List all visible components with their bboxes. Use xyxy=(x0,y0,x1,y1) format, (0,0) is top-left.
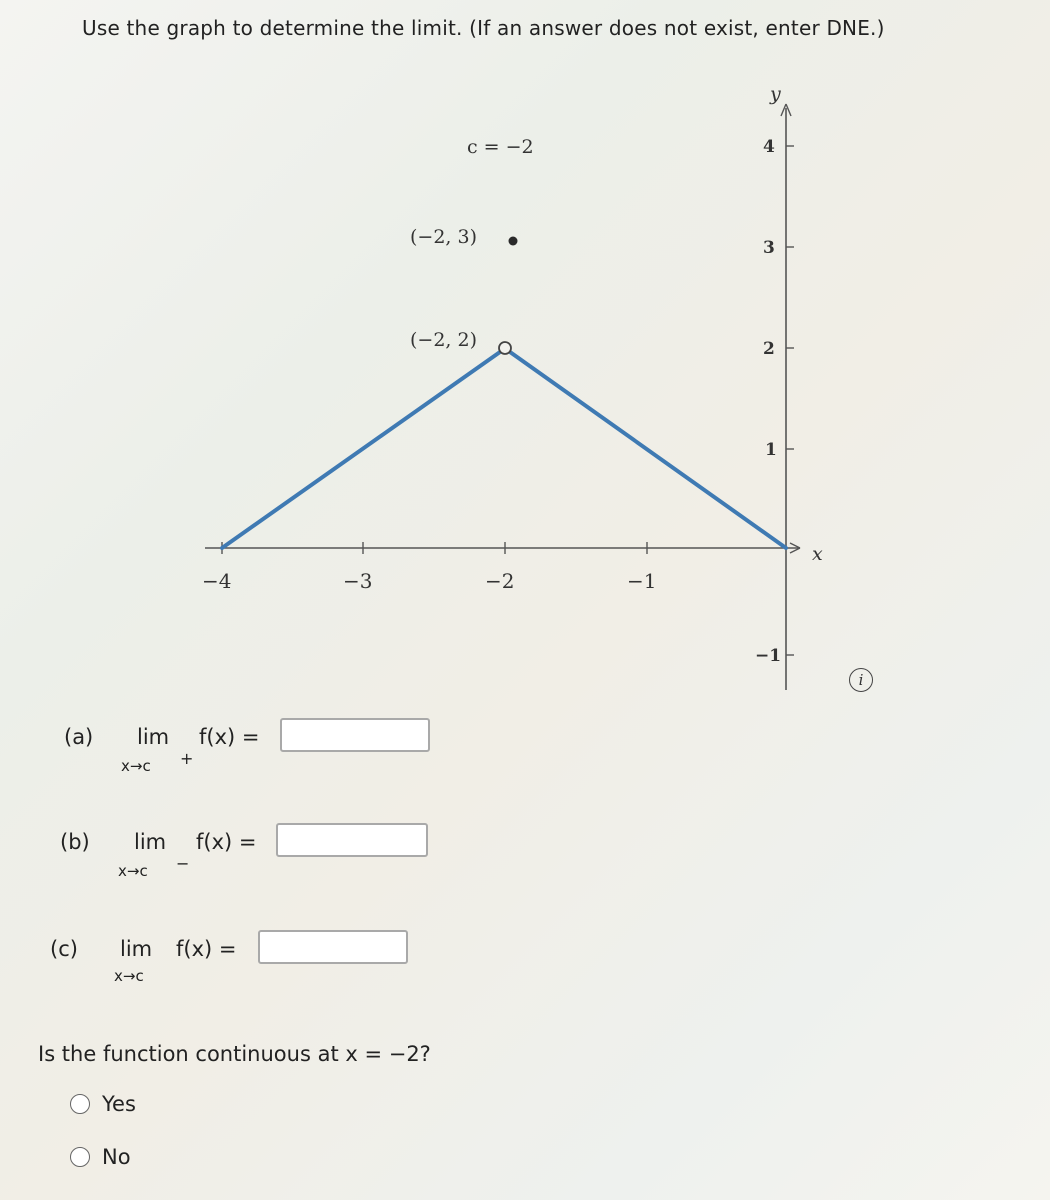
answer-b-input[interactable] xyxy=(276,823,428,857)
c-label: c = −2 xyxy=(467,136,534,158)
lim-superscript: + xyxy=(180,749,194,768)
option-label: No xyxy=(102,1145,131,1169)
y-tick-label: −1 xyxy=(755,646,782,666)
info-icon[interactable]: i xyxy=(849,668,873,692)
x-tick-label: −3 xyxy=(343,569,373,593)
radio-button[interactable] xyxy=(70,1147,90,1167)
instructions: Use the graph to determine the limit. (If an answer does not exist, enter DNE.) xyxy=(82,16,885,40)
lim-word: lim xyxy=(120,937,153,961)
open-point-label: (−2, 2) xyxy=(410,329,478,351)
left-segment xyxy=(222,352,500,548)
answer-c-input[interactable] xyxy=(258,930,408,964)
part-b-label: (b) xyxy=(60,830,90,854)
y-tick-label: 1 xyxy=(765,440,777,460)
radio-button[interactable] xyxy=(70,1094,90,1114)
answer-a-input[interactable] xyxy=(280,718,430,752)
x-axis-label: x xyxy=(812,543,823,565)
closed-point xyxy=(509,237,518,246)
option-no[interactable] xyxy=(70,1145,131,1169)
lim-word: lim xyxy=(134,830,167,854)
lim-expression: f(x) = xyxy=(196,830,257,854)
part-c-label: (c) xyxy=(50,937,78,961)
option-yes[interactable] xyxy=(70,1092,136,1116)
y-tick-label: 4 xyxy=(763,137,775,157)
x-tick-label: −2 xyxy=(485,569,515,593)
part-a-label: (a) xyxy=(64,725,94,749)
lim-subscript: x→c xyxy=(114,967,144,985)
lim-subscript: x→c xyxy=(118,862,148,880)
y-tick-label: 2 xyxy=(763,339,775,359)
right-segment xyxy=(510,352,786,548)
x-tick-label: −4 xyxy=(202,569,232,593)
lim-expression: f(x) = xyxy=(176,937,237,961)
lim-superscript: − xyxy=(176,854,190,873)
open-point xyxy=(499,342,511,354)
x-tick-label: −1 xyxy=(627,569,657,593)
lim-word: lim xyxy=(137,725,170,749)
y-axis-label: y xyxy=(770,83,781,105)
lim-subscript: x→c xyxy=(121,757,151,775)
option-label: Yes xyxy=(102,1092,136,1116)
continuity-question: Is the function continuous at x = −2? xyxy=(38,1042,431,1066)
closed-point-label: (−2, 3) xyxy=(410,226,478,248)
lim-expression: f(x) = xyxy=(199,725,260,749)
y-tick-label: 3 xyxy=(763,238,775,258)
